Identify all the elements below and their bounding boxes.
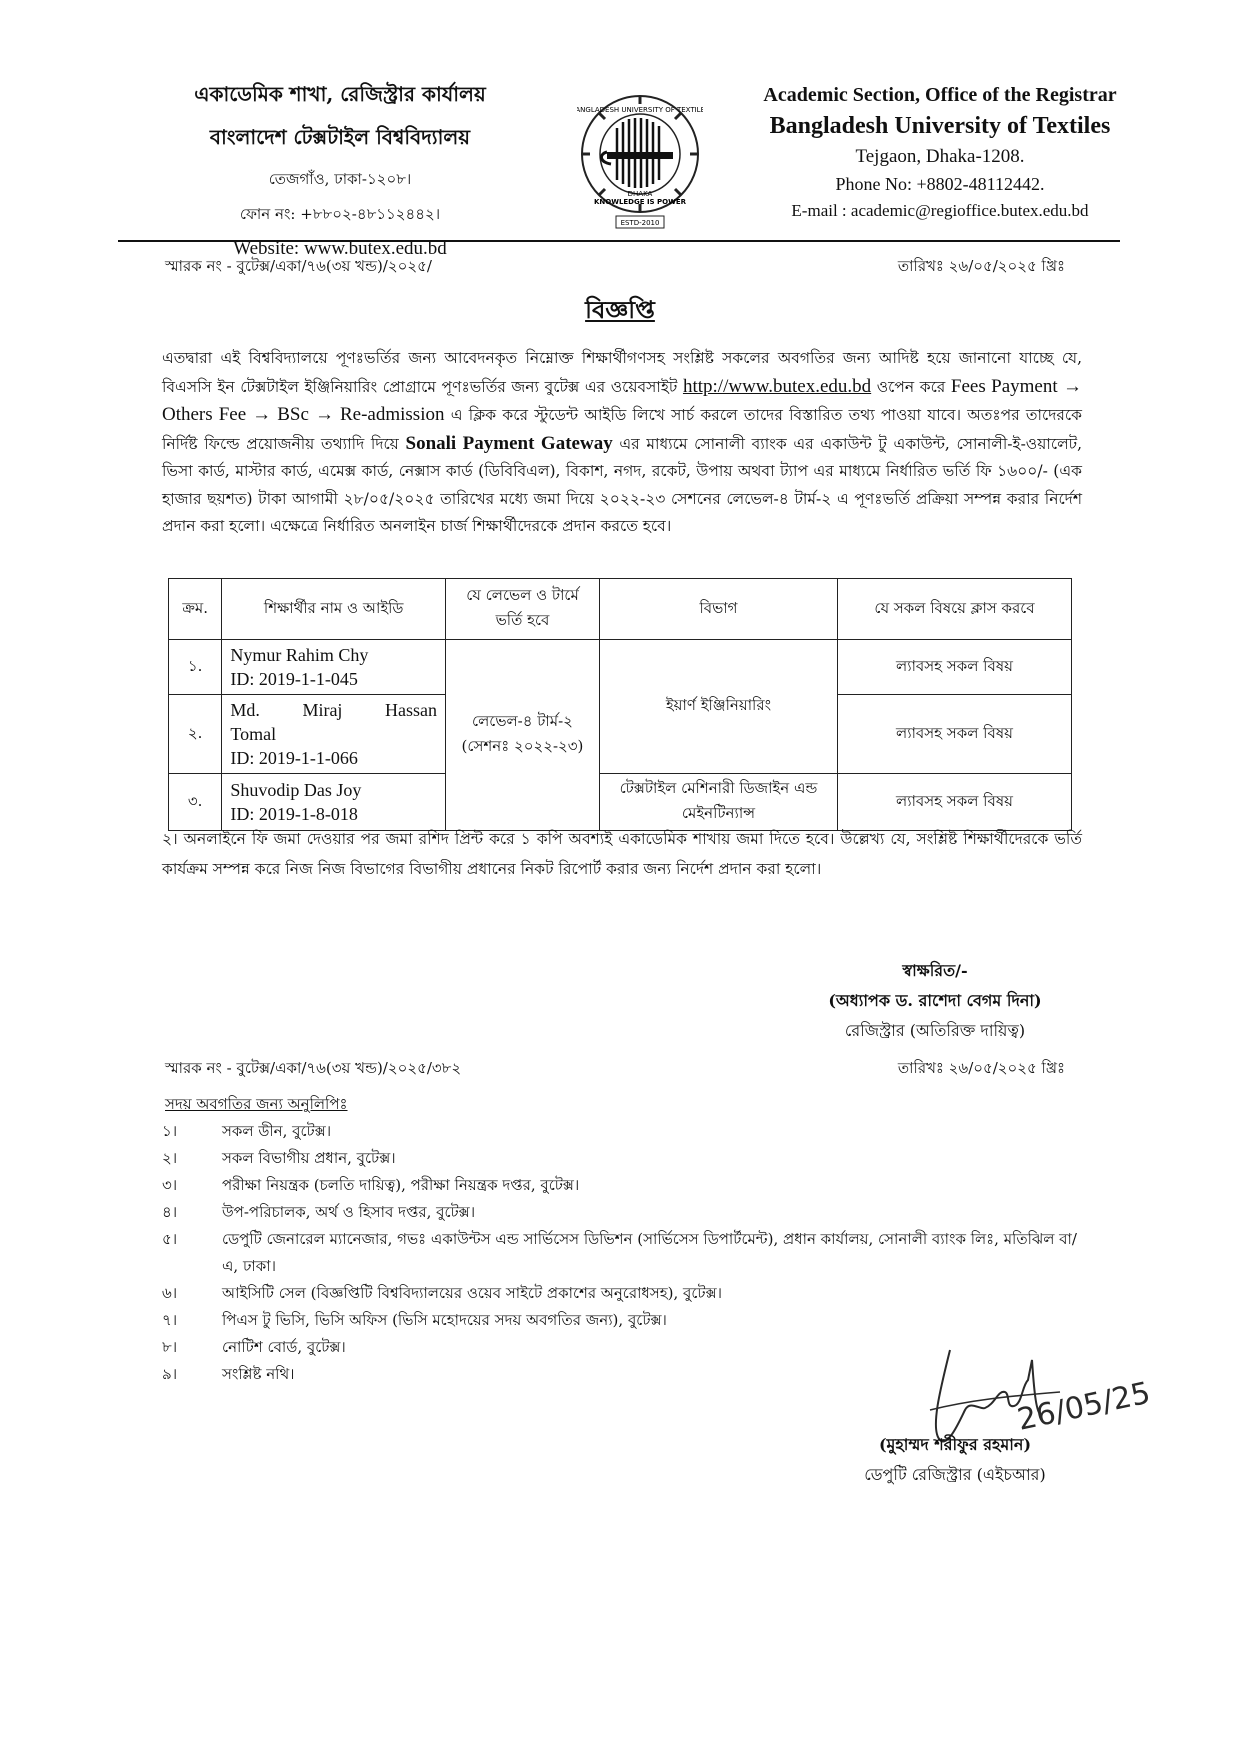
- table-row: [169, 774, 1072, 831]
- en-address: Tejgaon, Dhaka-1208.: [855, 146, 1025, 167]
- level-term-cell: [446, 640, 600, 831]
- bn-section: একাডেমিক শাখা, রেজিস্ট্রার কার্যালয়: [194, 82, 486, 106]
- body-text-1: এতদ্বারা এই বিশ্ববিদ্যালয়ে পূণঃভর্তির জন্য আবেদনকৃত নিম্নোক্ত শিক্ষার্থীগণসহ সংশ্লিষ্ট সকলের অবগতির জন্য আদিষ্ট হয়ে জানানো যাচ্ছে যে, বিএসসি ইন টেক্সটাইল ইঞ্জিনিয়ারিং প্রোগ্রামে পূণঃভর্তির জন্য বুটেক্স এর ওয়েবসাইট: [162, 349, 1082, 396]
- list-text: আইসিটি সেল (বিজ্ঞপ্তিটি বিশ্ববিদ্যালয়ের ওয়েব সাইটে প্রকাশের অনুরোধসহ), বুটেক্স।: [222, 1284, 722, 1302]
- list-number: ৪।: [162, 1203, 178, 1221]
- col-department: বিভাগ: [599, 579, 837, 640]
- student-id: ID: 2019-1-1-066: [230, 748, 358, 768]
- list-item: [162, 1280, 1082, 1307]
- list-number: ৫।: [162, 1230, 178, 1248]
- signatory-deputy-registrar: [820, 1430, 1090, 1490]
- signatory-title: ডেপুটি রেজিস্ট্রার (এইচআর): [864, 1465, 1046, 1484]
- list-number: ২।: [162, 1149, 178, 1167]
- memo2-ref-no: স্মারক নং - বুটেক্স/একা/৭৬(৩য় খন্ড)/২০২৫/৩৮২: [165, 1059, 462, 1077]
- memo-date: তারিখঃ ২৬/০৫/২০২৫ খ্রিঃ: [897, 257, 1065, 275]
- logo-top-text: BANGLADESH UNIVERSITY OF TEXTILES: [577, 106, 703, 114]
- signed-label: স্বাক্ষরিত/-: [902, 961, 968, 980]
- payment-gateway: Sonali Payment Gateway: [405, 432, 613, 454]
- list-text: পিএস টু ভিসি, ভিসি অফিস (ভিসি মহোদয়ের সদয় অবগতির জন্য), বুটেক্স।: [222, 1311, 667, 1329]
- university-logo: [577, 92, 703, 230]
- bn-address: তেজগাঁও, ঢাকা-১২০৮।: [268, 170, 412, 188]
- department-tmdm: টেক্সটাইল মেশিনারী ডিজাইন এন্ড মেইনটিন্যান্স: [599, 774, 837, 831]
- col-level-term: যে লেভেল ও টার্মে ভর্তি হবে: [446, 579, 600, 640]
- list-item: [162, 1172, 1082, 1199]
- student-name-part: Tomal: [230, 724, 277, 744]
- en-phone: Phone No: +8802-48112442.: [835, 174, 1045, 194]
- list-text: উপ-পরিচালক, অর্থ ও হিসাব দপ্তর, বুটেক্স।: [222, 1203, 476, 1221]
- row-serial: ২.: [169, 695, 222, 774]
- col-name-id: শিক্ষার্থীর নাম ও আইডি: [222, 579, 446, 640]
- student-id: ID: 2019-1-1-045: [230, 669, 358, 689]
- logo-estd: ESTD-2010: [620, 219, 660, 227]
- list-text: পরীক্ষা নিয়ন্ত্রক (চলতি দায়িত্ব), পরীক্ষা নিয়ন্ত্রক দপ্তর, বুটেক্স।: [222, 1176, 580, 1194]
- list-number: ৩।: [162, 1176, 178, 1194]
- body-text-3: এ ক্লিক করে স্টুডেন্ট আইডি লিখে সার্চ করলে তাদের বিস্তারিত তথ্য পাওয়া যাবে। অতঃপর তাদেরকে নির্দিষ্ট ফিল্ডে প্রয়োজনীয় তথ্যাদি দিয়ে: [162, 406, 1082, 453]
- signatory-registrar: [800, 956, 1070, 1046]
- student-name: Nymur Rahim Chy: [230, 645, 369, 665]
- row-serial: ৩.: [169, 774, 222, 831]
- table-header-row: [169, 579, 1072, 640]
- signatory-name: (অধ্যাপক ড. রাশেদা বেগম দিনা): [828, 991, 1042, 1010]
- bn-university: বাংলাদেশ টেক্সটাইল বিশ্ববিদ্যালয়: [209, 125, 471, 149]
- session: (সেশনঃ ২০২২-২৩): [461, 737, 584, 755]
- en-university: Bangladesh University of Textiles: [769, 113, 1111, 139]
- logo-motto: KNOWLEDGE IS POWER: [593, 198, 687, 206]
- header-divider: [118, 240, 1120, 242]
- bn-phone: ফোন নং: +৮৮০২-৪৮১১২৪৪২।: [239, 205, 441, 223]
- list-number: ৬।: [162, 1284, 178, 1302]
- list-item: [162, 1118, 1082, 1145]
- en-email: E-mail : academic@regioffice.butex.edu.bd: [791, 201, 1089, 220]
- header-english: [720, 84, 1160, 221]
- signatory-title: রেজিস্ট্রার (অতিরিক্ত দায়িত্ব): [844, 1021, 1026, 1040]
- student-cell: [222, 695, 446, 774]
- cc-title: সদয় অবগতির জন্য অনুলিপিঃ: [165, 1095, 348, 1113]
- table-row: [169, 640, 1072, 695]
- list-text: সংশ্লিষ্ট নথি।: [222, 1365, 295, 1383]
- row-subjects: ল্যাবসহ সকল বিষয়: [838, 640, 1072, 695]
- body-text-4: এর মাধ্যমে সোনালী ব্যাংক এর একাউন্ট টু একাউন্ট, সোনালী-ই-ওয়ালেট, ভিসা কার্ড, মাস্টার কার্ড, এমেক্স কার্ড, নেক্সাস কার্ড (ডিবিবিএল), বিকাশ, নগদ, রকেট, উপায় অথবা ট্যাপ এর মাধ্যমে নির্ধারিত ভর্তি ফি ১৬০০/- (এক হাজার ছয়শত) টাকা আগামী ২৮/০৫/২০২৫ তারিখের মধ্যে জমা দিয়ে ২০২২-২৩ সেশনের লেভেল-৪ টার্ম-২ এ পূণঃভর্তি প্রক্রিয়া সম্পন্ন করার নির্দেশ প্রদান করা হলো। এক্ষেত্রে নির্ধারিত অনলাইন চার্জ শিক্ষার্থীদেরকে প্রদান করতে হবে।: [162, 434, 1082, 535]
- list-number: ৯।: [162, 1365, 178, 1383]
- level-term: লেভেল-৪ টার্ম-২: [472, 712, 573, 730]
- list-number: ৭।: [162, 1311, 178, 1329]
- memo-ref-no: স্মারক নং - বুটেক্স/একা/৭৬(৩য় খন্ড)/২০২৫/: [165, 257, 432, 275]
- list-text: ডেপুটি জেনারেল ম্যানেজার, গভঃ একাউন্টস এন্ড সার্ভিসেস ডিভিশন (সার্ভিসেস ডিপার্টমেন্ট), প্রধান কার্যালয়, সোনালী ব্যাংক লিঃ, মতিঝিল বা/এ, ঢাকা।: [222, 1230, 1077, 1275]
- website-link[interactable]: http://www.butex.edu.bd: [682, 375, 872, 397]
- row-subjects: ল্যাবসহ সকল বিষয়: [838, 695, 1072, 774]
- student-name-part: Miraj: [302, 700, 343, 720]
- student-name-line: [230, 698, 437, 722]
- navigation-path: Fees Payment → Others Fee → BSc → Re-admission: [162, 375, 1082, 425]
- list-text: সকল বিভাগীয় প্রধান, বুটেক্স।: [222, 1149, 396, 1167]
- body-text-2: ওপেন করে: [876, 377, 946, 396]
- note-2: ২। অনলাইনে ফি জমা দেওয়ার পর জমা রশিদ প্রিন্ট করে ১ কপি অবশ্যই একাডেমিক শাখায় জমা দিতে হবে। উল্লেখ্য যে, সংশ্লিষ্ট শিক্ষার্থীদেরকে ভর্তি কার্যক্রম সম্পন্ন করে নিজ নিজ বিভাগের বিভাগীয় প্রধানের নিকট রিপোর্ট করার জন্য নির্দেশ প্রদান করা হলো।: [162, 830, 1082, 878]
- signature-date: 26/05/25: [1014, 1375, 1150, 1438]
- notice-title: বিজ্ঞপ্তি: [585, 295, 655, 324]
- list-item: [162, 1226, 1082, 1280]
- col-subjects: যে সকল বিষয়ে ক্লাস করবে: [838, 579, 1072, 640]
- list-text: সকল ডীন, বুটেক্স।: [222, 1122, 332, 1140]
- student-id: ID: 2019-1-8-018: [230, 804, 358, 824]
- student-cell: [222, 774, 446, 831]
- logo-city: DHAKA: [627, 190, 653, 198]
- student-name-part: Hassan: [385, 700, 438, 720]
- signatory-name: (মুহাম্মদ শরীফুর রহমান): [878, 1435, 1032, 1454]
- list-text: নোটিশ বোর্ড, বুটেক্স।: [222, 1338, 346, 1356]
- department-yarn: ইয়ার্ণ ইঞ্জিনিয়ারিং: [599, 640, 837, 774]
- students-table: [168, 578, 1072, 831]
- row-subjects: ল্যাবসহ সকল বিষয়: [838, 774, 1072, 831]
- student-cell: [222, 640, 446, 695]
- col-serial: ক্রম.: [169, 579, 222, 640]
- row-serial: ১.: [169, 640, 222, 695]
- student-name: Shuvodip Das Joy: [230, 780, 362, 800]
- list-number: ১।: [162, 1122, 178, 1140]
- list-item: [162, 1145, 1082, 1172]
- en-section: Academic Section, Office of the Registrar: [763, 84, 1117, 106]
- list-item: [162, 1199, 1082, 1226]
- header-bengali: [150, 80, 530, 260]
- website: Website: www.butex.edu.bd: [233, 238, 447, 259]
- list-number: ৮।: [162, 1338, 178, 1356]
- notice-body: [162, 345, 1082, 541]
- student-name-part: Md.: [230, 700, 260, 720]
- memo2-date: তারিখঃ ২৬/০৫/২০২৫ খ্রিঃ: [897, 1059, 1065, 1077]
